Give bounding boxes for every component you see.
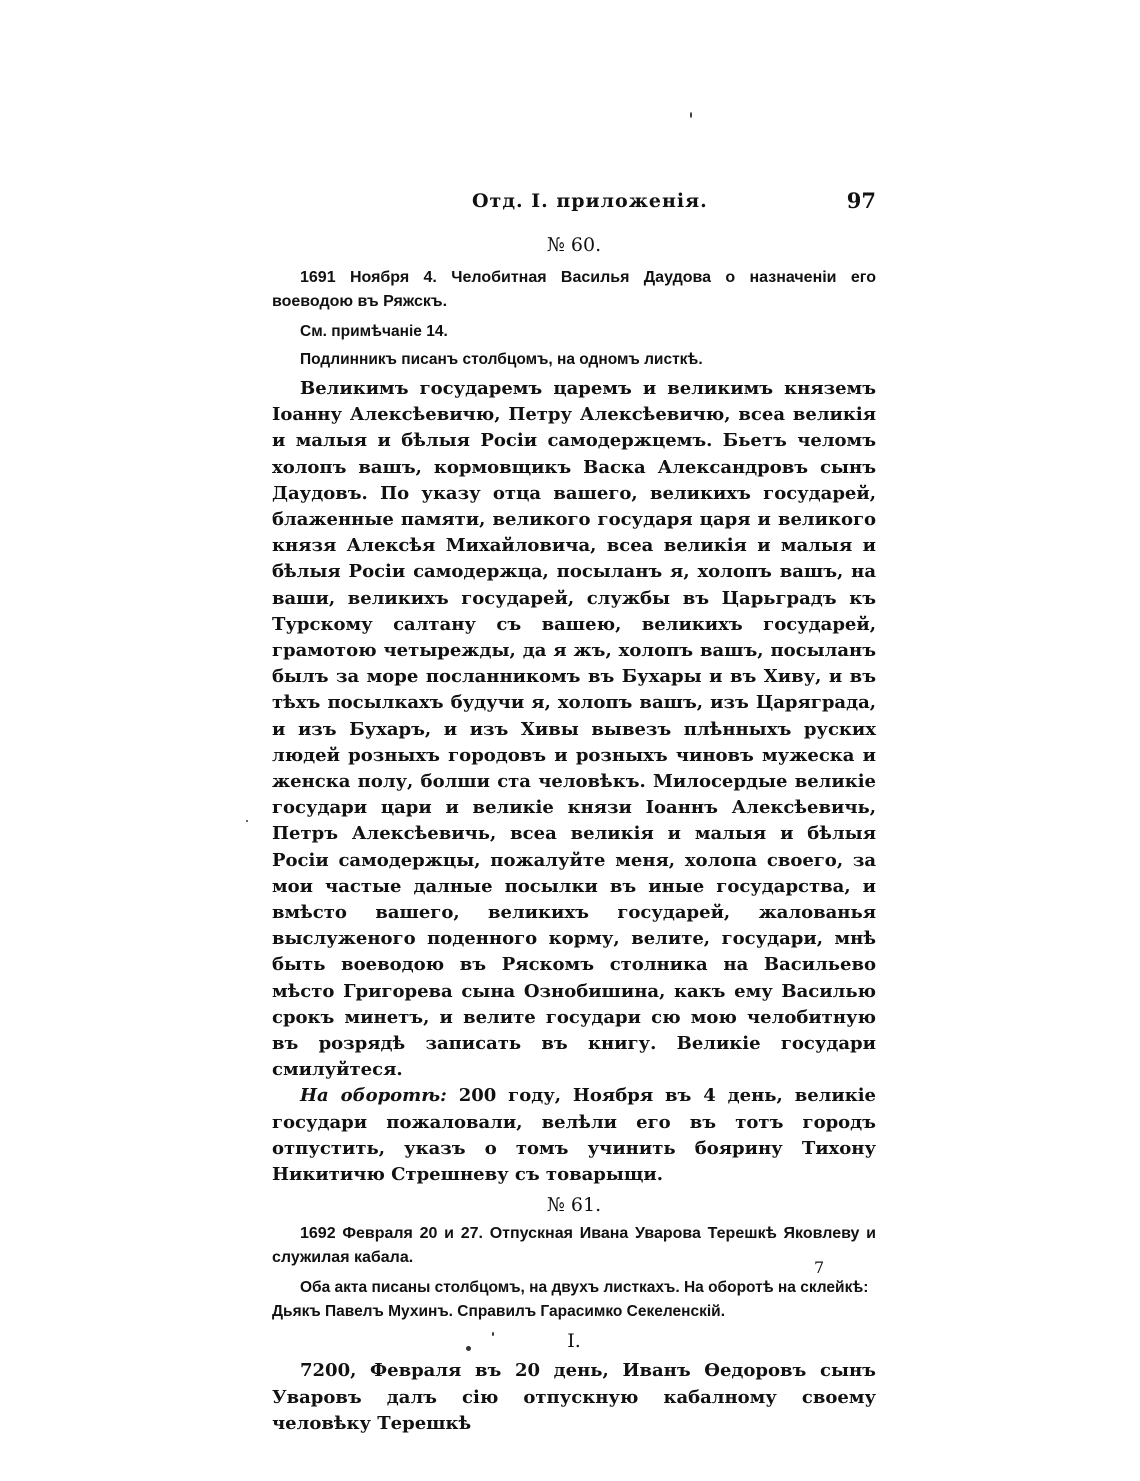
reverse-text: 200 году, Ноября въ 4 день, великіе государи пожаловали, велѣли его въ тотъ городъ отпустить, указъ о томъ учинить боярину Тихону Никитичю Стрешневу съ товарыщи. [272, 1085, 876, 1186]
page-number: 97 [846, 188, 876, 213]
page-content [272, 180, 876, 1437]
running-title: Отд. I. приложенія. [472, 190, 708, 212]
reverse-label: На оборотѣ: [300, 1085, 447, 1107]
original-note: Подлинникъ писанъ столбцомъ, на одномъ листкѣ. [300, 351, 703, 368]
document-body: Великимъ государемъ царемъ и великимъ княземъ Іоанну Алексѣевичю, Петру Алексѣевичю, всеа великія и малыя и бѣлыя Росіи самодержцемъ. Бьетъ челомъ холопъ вашъ, кормовщикъ Васка Александровъ сынъ Даудовъ. По указу отца вашего, великихъ государей, блаженные памяти, великого государя царя и великого князя Алексѣя Михайловича, всеа великія и малыя и бѣлыя Росіи самодержца, посыланъ я, холопъ вашъ, на ваши, великихъ государей, службы въ Царьградъ къ Турскому салтану съ вашею, великихъ государей, грамотою четырежды, да я жъ, холопъ вашъ, посыланъ былъ за море посланникомъ въ Бухары и въ Хиву, и въ тѣхъ посылкахъ будучи я, холопъ вашъ, изъ Царяграда, и изъ Бухаръ, и изъ Хивы вывезъ плѣнныхъ руских людей розныхъ городовъ и розныхъ чиновъ мужеска и женска полу, болши ста человѣкъ. Милосердые великіе государи цари и великіе князи Іоаннъ Алексѣевичь, Петръ Алексѣевичь, всеа великія и малыя и бѣлыя Росіи самодержцы, пожалуйте меня, холопа своего, за мои частые далные посылки въ иные государства, и вмѣсто вашего, великихъ государей, жалованья выслуженого поденного корму, велите, государи, мнѣ быть воеводою въ Ряскомъ столника на Васильево мѣсто Григорева сына Ознобишина, какъ ему Василью срокъ минетъ, и велите государи сю мою челобитную въ розрядѣ записать въ книгу. Великіе государи смилуйтеся. [272, 378, 876, 1081]
print-speck [246, 820, 248, 822]
part-number: I. [567, 1330, 581, 1353]
signature-mark: 7 [814, 1258, 825, 1277]
reverse-note [272, 1083, 876, 1188]
document-body: 7200, Февраля въ 20 день, Иванъ Ѳедоровъ сынъ Уваровъ далъ сію отпускную кабалному своему человѣку Терешкѣ [272, 1360, 876, 1434]
print-speck [690, 112, 692, 118]
print-speck [492, 1332, 494, 1336]
document-heading: 1691 Ноября 4. Челобитная Василья Даудова о назначеніи его воеводою въ Ряжскъ. [272, 269, 876, 310]
see-note: См. примѣчаніе 14. [300, 323, 448, 340]
document-note: Оба акта писаны столбцомъ, на двухъ листкахъ. На оборотѣ на склейкѣ: Дьякъ Павелъ Мухинъ. Справилъ Гарасимко Секеленскій. [272, 1279, 869, 1321]
document-heading: 1692 Февраля 20 и 27. Отпускная Ивана Уварова Терешкѣ Яковлеву и служилая кабала. [272, 1225, 876, 1267]
document-number: № 61. [546, 1194, 602, 1217]
print-speck [466, 1346, 471, 1351]
page-header [272, 180, 876, 220]
document-number: № 60. [546, 234, 602, 256]
